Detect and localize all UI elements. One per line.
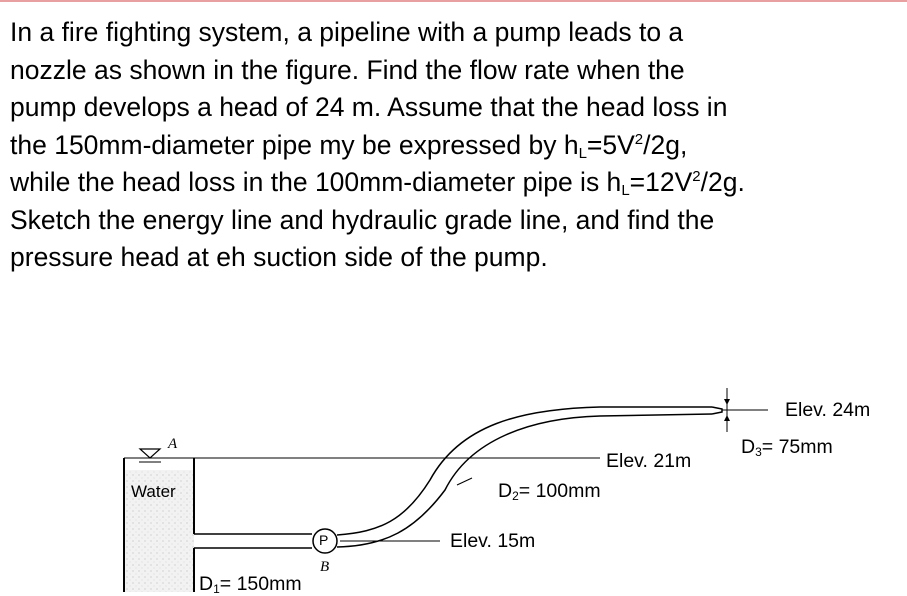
d1-symbol: D	[199, 573, 214, 595]
flow-arrow	[457, 478, 472, 485]
d3-label	[741, 438, 833, 458]
problem-line-5-subscript: L	[621, 182, 630, 199]
d2-subscript: 2	[512, 489, 519, 503]
d3-subscript: 3	[755, 445, 762, 459]
problem-line-6: Sketch the energy line and hydraulic grade line, and find the	[10, 204, 715, 235]
pump-label: P	[319, 532, 329, 548]
point-b-label: B	[320, 559, 330, 575]
d2-label	[498, 482, 601, 502]
problem-line-5-text-b: =12V	[629, 167, 693, 197]
problem-line-7: pressure head at eh suction side of the pump.	[10, 242, 548, 272]
point-a-label: A	[168, 436, 178, 452]
problem-line-1: In a fire fighting system, a pipeline with a pump leads to a	[10, 17, 684, 47]
nozzle	[712, 407, 722, 414]
d1-value: = 150mm	[219, 573, 302, 595]
elev-24-label: Elev. 24m	[785, 399, 871, 421]
d2-symbol: D	[498, 480, 513, 502]
jet-arrow-bottom	[724, 415, 730, 421]
elev-15-label: Elev. 15m	[450, 530, 536, 552]
problem-line-2: nozzle as shown in the figure. Find the flow rate when the	[10, 54, 685, 85]
d2-value: = 100mm	[518, 480, 601, 502]
problem-line-5-superscript: 2	[692, 168, 701, 185]
problem-line-4-subscript: L	[578, 144, 587, 162]
d1-subscript: 1	[213, 582, 220, 596]
problem-line-3: pump develops a head of 24 m. Assume that the head loss in	[10, 92, 728, 122]
free-surface-triangle	[140, 449, 160, 458]
elev-21-label: Elev. 21m	[606, 450, 692, 472]
problem-line-5-text-a: while the head loss in the 100mm-diameter pipe is h	[10, 167, 622, 197]
jet-arrow-top	[724, 399, 730, 405]
problem-line-4-text-b: =5V	[586, 129, 635, 160]
problem-line-5-text-c: /2g.	[700, 167, 745, 197]
problem-line-4-text-a: the 150mm-diameter pipe my be expressed by h	[10, 129, 579, 160]
d3-value: = 75mm	[761, 436, 833, 458]
water-label: Water	[131, 482, 176, 501]
problem-line-4-superscript: 2	[634, 130, 644, 148]
d3-symbol: D	[741, 436, 756, 458]
problem-line-4-text-c: /2g,	[643, 129, 688, 160]
